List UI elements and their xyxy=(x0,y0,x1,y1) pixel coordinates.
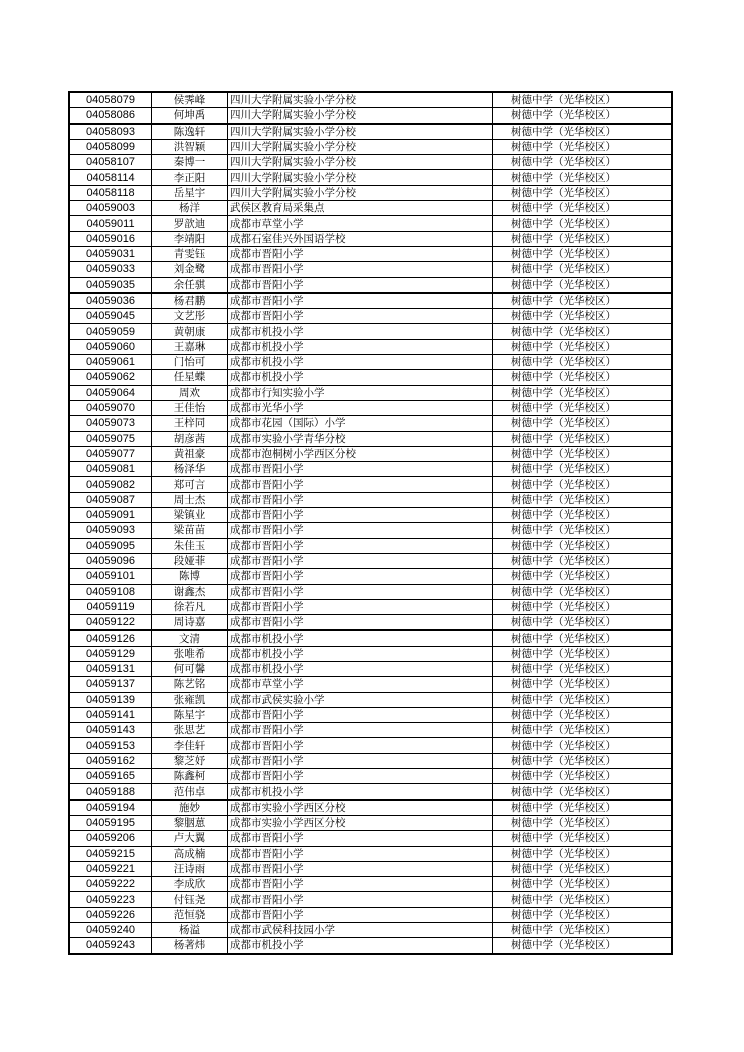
table-row xyxy=(69,815,672,830)
table-row xyxy=(69,293,672,309)
student-id-cell: 04059036 xyxy=(69,293,152,309)
admitted-school-cell: 树德中学（光华校区） xyxy=(493,523,673,538)
primary-school-cell: 成都市晋阳小学 xyxy=(228,907,493,922)
table-row xyxy=(69,108,672,124)
admitted-school-cell: 树德中学（光华校区） xyxy=(493,492,673,507)
student-id-cell: 04059003 xyxy=(69,201,152,216)
table-row xyxy=(69,692,672,707)
admitted-school-cell: 树德中学（光华校区） xyxy=(493,431,673,446)
admitted-school-cell: 树德中学（光华校区） xyxy=(493,800,673,816)
student-name-cell: 青雯钰 xyxy=(152,246,228,261)
student-name-cell: 文清 xyxy=(152,630,228,646)
admitted-school-cell: 树德中学（光华校区） xyxy=(493,508,673,523)
admitted-school-cell: 树德中学（光华校区） xyxy=(493,569,673,584)
primary-school-cell: 四川大学附属实验小学分校 xyxy=(228,92,493,108)
admitted-school-cell: 树德中学（光华校区） xyxy=(493,355,673,370)
student-name-cell: 高成楠 xyxy=(152,846,228,861)
admitted-school-cell: 树德中学（光华校区） xyxy=(493,400,673,415)
primary-school-cell: 成都市武侯科技园小学 xyxy=(228,923,493,938)
admitted-school-cell: 树德中学（光华校区） xyxy=(493,815,673,830)
table-row xyxy=(69,339,672,354)
admitted-school-cell: 树德中学（光华校区） xyxy=(493,615,673,631)
table-row xyxy=(69,892,672,907)
student-id-cell: 04059137 xyxy=(69,677,152,692)
admitted-school-cell: 树德中学（光华校区） xyxy=(493,877,673,892)
student-id-cell: 04059240 xyxy=(69,923,152,938)
primary-school-cell: 成都市晋阳小学 xyxy=(228,492,493,507)
primary-school-cell: 四川大学附属实验小学分校 xyxy=(228,185,493,200)
table-row xyxy=(69,707,672,722)
primary-school-cell: 成都市实验小学青华分校 xyxy=(228,431,493,446)
student-name-cell: 周诗嘉 xyxy=(152,615,228,631)
student-name-cell: 段娅菲 xyxy=(152,553,228,568)
primary-school-cell: 成都市晋阳小学 xyxy=(228,753,493,768)
student-name-cell: 梁苗苗 xyxy=(152,523,228,538)
table-row xyxy=(69,569,672,584)
student-id-cell: 04059070 xyxy=(69,400,152,415)
student-name-cell: 范恒骁 xyxy=(152,907,228,922)
table-row xyxy=(69,385,672,400)
admitted-school-cell: 树德中学（光华校区） xyxy=(493,553,673,568)
student-id-cell: 04058118 xyxy=(69,185,152,200)
table-row xyxy=(69,170,672,185)
student-id-cell: 04059087 xyxy=(69,492,152,507)
student-name-cell: 胡彦茜 xyxy=(152,431,228,446)
table-row xyxy=(69,262,672,277)
student-id-cell: 04059153 xyxy=(69,738,152,753)
table-row xyxy=(69,846,672,861)
primary-school-cell: 成都市晋阳小学 xyxy=(228,877,493,892)
admitted-school-cell: 树德中学（光华校区） xyxy=(493,753,673,768)
student-id-cell: 04059195 xyxy=(69,815,152,830)
table-row xyxy=(69,231,672,246)
admitted-school-cell: 树德中学（光华校区） xyxy=(493,707,673,722)
student-id-cell: 04059223 xyxy=(69,892,152,907)
student-id-cell: 04059108 xyxy=(69,584,152,599)
student-name-cell: 王嘉琳 xyxy=(152,339,228,354)
table-row xyxy=(69,923,672,938)
primary-school-cell: 成都市草堂小学 xyxy=(228,216,493,231)
student-id-cell: 04059215 xyxy=(69,846,152,861)
admitted-school-cell: 树德中学（光华校区） xyxy=(493,124,673,140)
student-id-cell: 04059162 xyxy=(69,753,152,768)
student-id-cell: 04058079 xyxy=(69,92,152,108)
table-row xyxy=(69,523,672,538)
admission-table xyxy=(68,91,673,955)
student-id-cell: 04058099 xyxy=(69,139,152,154)
admitted-school-cell: 树德中学（光华校区） xyxy=(493,155,673,170)
primary-school-cell: 成都市实验小学西区分校 xyxy=(228,815,493,830)
student-name-cell: 刘金鹭 xyxy=(152,262,228,277)
student-name-cell: 陈逸轩 xyxy=(152,124,228,140)
primary-school-cell: 成都市晋阳小学 xyxy=(228,738,493,753)
student-name-cell: 李正阳 xyxy=(152,170,228,185)
primary-school-cell: 成都市实验小学西区分校 xyxy=(228,800,493,816)
student-id-cell: 04058093 xyxy=(69,124,152,140)
student-name-cell: 付钰尧 xyxy=(152,892,228,907)
table-row xyxy=(69,738,672,753)
student-id-cell: 04059139 xyxy=(69,692,152,707)
table-row xyxy=(69,277,672,293)
admitted-school-cell: 树德中学（光华校区） xyxy=(493,446,673,461)
admitted-school-cell: 树德中学（光华校区） xyxy=(493,861,673,876)
admitted-school-cell: 树德中学（光华校区） xyxy=(493,92,673,108)
table-row xyxy=(69,646,672,661)
table-row xyxy=(69,246,672,261)
student-name-cell: 梁镇业 xyxy=(152,508,228,523)
table-row xyxy=(69,784,672,800)
student-name-cell: 王梓同 xyxy=(152,416,228,431)
student-name-cell: 黄祖豪 xyxy=(152,446,228,461)
admitted-school-cell: 树德中学（光华校区） xyxy=(493,738,673,753)
primary-school-cell: 成都市光华小学 xyxy=(228,400,493,415)
student-name-cell: 谢鑫杰 xyxy=(152,584,228,599)
admitted-school-cell: 树德中学（光华校区） xyxy=(493,231,673,246)
student-id-cell: 04059060 xyxy=(69,339,152,354)
student-id-cell: 04059059 xyxy=(69,324,152,339)
primary-school-cell: 四川大学附属实验小学分校 xyxy=(228,170,493,185)
primary-school-cell: 成都市晋阳小学 xyxy=(228,892,493,907)
student-name-cell: 陈星宇 xyxy=(152,707,228,722)
primary-school-cell: 成都市晋阳小学 xyxy=(228,262,493,277)
table-row xyxy=(69,584,672,599)
student-id-cell: 04059077 xyxy=(69,446,152,461)
student-id-cell: 04059188 xyxy=(69,784,152,800)
student-id-cell: 04059064 xyxy=(69,385,152,400)
student-name-cell: 张雍凯 xyxy=(152,692,228,707)
admitted-school-cell: 树德中学（光华校区） xyxy=(493,846,673,861)
student-name-cell: 任星蝶 xyxy=(152,370,228,385)
table-row xyxy=(69,355,672,370)
table-row xyxy=(69,769,672,784)
primary-school-cell: 成都市晋阳小学 xyxy=(228,769,493,784)
student-id-cell: 04059062 xyxy=(69,370,152,385)
table-row xyxy=(69,553,672,568)
student-id-cell: 04059206 xyxy=(69,831,152,846)
table-row xyxy=(69,861,672,876)
admitted-school-cell: 树德中学（光华校区） xyxy=(493,385,673,400)
student-name-cell: 杨著炜 xyxy=(152,938,228,954)
primary-school-cell: 成都市晋阳小学 xyxy=(228,846,493,861)
student-id-cell: 04059131 xyxy=(69,661,152,676)
admitted-school-cell: 树德中学（光华校区） xyxy=(493,584,673,599)
table-row xyxy=(69,139,672,154)
table-row xyxy=(69,723,672,738)
admitted-school-cell: 树德中学（光华校区） xyxy=(493,462,673,477)
table-row xyxy=(69,324,672,339)
student-name-cell: 何可馨 xyxy=(152,661,228,676)
student-name-cell: 王佳怡 xyxy=(152,400,228,415)
primary-school-cell: 成都市机投小学 xyxy=(228,646,493,661)
table-row xyxy=(69,201,672,216)
admitted-school-cell: 树德中学（光华校区） xyxy=(493,907,673,922)
admitted-school-cell: 树德中学（光华校区） xyxy=(493,262,673,277)
table-row xyxy=(69,831,672,846)
student-id-cell: 04059073 xyxy=(69,416,152,431)
primary-school-cell: 成都市晋阳小学 xyxy=(228,477,493,492)
primary-school-cell: 四川大学附属实验小学分校 xyxy=(228,139,493,154)
primary-school-cell: 成都市草堂小学 xyxy=(228,677,493,692)
student-name-cell: 周欢 xyxy=(152,385,228,400)
admitted-school-cell: 树德中学（光华校区） xyxy=(493,661,673,676)
student-name-cell: 张唯希 xyxy=(152,646,228,661)
table-row xyxy=(69,877,672,892)
student-id-cell: 04059082 xyxy=(69,477,152,492)
table-row xyxy=(69,492,672,507)
primary-school-cell: 成都市晋阳小学 xyxy=(228,599,493,614)
admitted-school-cell: 树德中学（光华校区） xyxy=(493,185,673,200)
student-name-cell: 汪诗雨 xyxy=(152,861,228,876)
admitted-school-cell: 树德中学（光华校区） xyxy=(493,646,673,661)
admitted-school-cell: 树德中学（光华校区） xyxy=(493,784,673,800)
primary-school-cell: 成都市晋阳小学 xyxy=(228,293,493,309)
admitted-school-cell: 树德中学（光华校区） xyxy=(493,246,673,261)
student-name-cell: 秦博一 xyxy=(152,155,228,170)
student-name-cell: 门怡可 xyxy=(152,355,228,370)
table-row xyxy=(69,615,672,631)
table-row xyxy=(69,124,672,140)
primary-school-cell: 成都市机投小学 xyxy=(228,339,493,354)
student-id-cell: 04059101 xyxy=(69,569,152,584)
student-id-cell: 04059119 xyxy=(69,599,152,614)
admitted-school-cell: 树德中学（光华校区） xyxy=(493,477,673,492)
student-id-cell: 04059122 xyxy=(69,615,152,631)
student-name-cell: 陈鑫柯 xyxy=(152,769,228,784)
student-name-cell: 洪智颖 xyxy=(152,139,228,154)
primary-school-cell: 成都市花园（国际）小学 xyxy=(228,416,493,431)
student-id-cell: 04059045 xyxy=(69,309,152,324)
primary-school-cell: 成都市晋阳小学 xyxy=(228,723,493,738)
primary-school-cell: 成都市晋阳小学 xyxy=(228,831,493,846)
primary-school-cell: 武侯区教育局采集点 xyxy=(228,201,493,216)
primary-school-cell: 四川大学附属实验小学分校 xyxy=(228,124,493,140)
table-row xyxy=(69,599,672,614)
student-id-cell: 04059226 xyxy=(69,907,152,922)
student-name-cell: 罗歆迪 xyxy=(152,216,228,231)
admission-table-body xyxy=(69,92,672,954)
student-id-cell: 04059141 xyxy=(69,707,152,722)
student-id-cell: 04059095 xyxy=(69,538,152,553)
primary-school-cell: 成都市机投小学 xyxy=(228,355,493,370)
admitted-school-cell: 树德中学（光华校区） xyxy=(493,938,673,954)
student-name-cell: 黄朝康 xyxy=(152,324,228,339)
primary-school-cell: 成都市晋阳小学 xyxy=(228,462,493,477)
admitted-school-cell: 树德中学（光华校区） xyxy=(493,599,673,614)
table-row xyxy=(69,630,672,646)
student-id-cell: 04059075 xyxy=(69,431,152,446)
student-name-cell: 余任骐 xyxy=(152,277,228,293)
primary-school-cell: 成都市机投小学 xyxy=(228,784,493,800)
student-name-cell: 周士杰 xyxy=(152,492,228,507)
primary-school-cell: 成都市晋阳小学 xyxy=(228,277,493,293)
student-name-cell: 徐若凡 xyxy=(152,599,228,614)
student-name-cell: 黎胭葸 xyxy=(152,815,228,830)
admitted-school-cell: 树德中学（光华校区） xyxy=(493,630,673,646)
student-id-cell: 04059165 xyxy=(69,769,152,784)
table-row xyxy=(69,907,672,922)
student-name-cell: 岳星宇 xyxy=(152,185,228,200)
admitted-school-cell: 树德中学（光华校区） xyxy=(493,309,673,324)
table-row xyxy=(69,661,672,676)
student-id-cell: 04059081 xyxy=(69,462,152,477)
student-id-cell: 04059143 xyxy=(69,723,152,738)
table-row xyxy=(69,185,672,200)
table-row xyxy=(69,538,672,553)
admitted-school-cell: 树德中学（光华校区） xyxy=(493,677,673,692)
student-name-cell: 侯霁峰 xyxy=(152,92,228,108)
student-id-cell: 04059033 xyxy=(69,262,152,277)
table-row xyxy=(69,462,672,477)
admitted-school-cell: 树德中学（光华校区） xyxy=(493,892,673,907)
primary-school-cell: 成都石室佳兴外国语学校 xyxy=(228,231,493,246)
student-name-cell: 文艺彤 xyxy=(152,309,228,324)
student-name-cell: 黎芝妤 xyxy=(152,753,228,768)
student-id-cell: 04059093 xyxy=(69,523,152,538)
primary-school-cell: 四川大学附属实验小学分校 xyxy=(228,108,493,124)
student-name-cell: 杨君鹏 xyxy=(152,293,228,309)
admitted-school-cell: 树德中学（光华校区） xyxy=(493,831,673,846)
table-row xyxy=(69,370,672,385)
primary-school-cell: 成都市武侯实验小学 xyxy=(228,692,493,707)
student-id-cell: 04059035 xyxy=(69,277,152,293)
admitted-school-cell: 树德中学（光华校区） xyxy=(493,339,673,354)
student-id-cell: 04058086 xyxy=(69,108,152,124)
student-id-cell: 04059016 xyxy=(69,231,152,246)
student-id-cell: 04059126 xyxy=(69,630,152,646)
student-name-cell: 陈博 xyxy=(152,569,228,584)
admitted-school-cell: 树德中学（光华校区） xyxy=(493,416,673,431)
table-row xyxy=(69,216,672,231)
table-row xyxy=(69,477,672,492)
student-id-cell: 04059243 xyxy=(69,938,152,954)
student-id-cell: 04058114 xyxy=(69,170,152,185)
admitted-school-cell: 树德中学（光华校区） xyxy=(493,108,673,124)
student-id-cell: 04059031 xyxy=(69,246,152,261)
table-row xyxy=(69,431,672,446)
table-row xyxy=(69,416,672,431)
student-name-cell: 范伟卓 xyxy=(152,784,228,800)
table-row xyxy=(69,677,672,692)
table-row xyxy=(69,800,672,816)
admitted-school-cell: 树德中学（光华校区） xyxy=(493,923,673,938)
primary-school-cell: 成都市行知实验小学 xyxy=(228,385,493,400)
student-name-cell: 李佳轩 xyxy=(152,738,228,753)
primary-school-cell: 成都市机投小学 xyxy=(228,630,493,646)
admitted-school-cell: 树德中学（光华校区） xyxy=(493,216,673,231)
student-name-cell: 何坤禹 xyxy=(152,108,228,124)
admitted-school-cell: 树德中学（光华校区） xyxy=(493,293,673,309)
primary-school-cell: 成都市晋阳小学 xyxy=(228,861,493,876)
student-name-cell: 杨溢 xyxy=(152,923,228,938)
admitted-school-cell: 树德中学（光华校区） xyxy=(493,139,673,154)
table-row xyxy=(69,400,672,415)
primary-school-cell: 成都市机投小学 xyxy=(228,324,493,339)
student-id-cell: 04059091 xyxy=(69,508,152,523)
student-id-cell: 04059129 xyxy=(69,646,152,661)
table-row xyxy=(69,155,672,170)
admitted-school-cell: 树德中学（光华校区） xyxy=(493,538,673,553)
student-name-cell: 李成欣 xyxy=(152,877,228,892)
primary-school-cell: 四川大学附属实验小学分校 xyxy=(228,155,493,170)
student-id-cell: 04059096 xyxy=(69,553,152,568)
admitted-school-cell: 树德中学（光华校区） xyxy=(493,277,673,293)
admitted-school-cell: 树德中学（光华校区） xyxy=(493,324,673,339)
admitted-school-cell: 树德中学（光华校区） xyxy=(493,201,673,216)
primary-school-cell: 成都市晋阳小学 xyxy=(228,309,493,324)
table-row xyxy=(69,508,672,523)
student-name-cell: 施妙 xyxy=(152,800,228,816)
student-name-cell: 杨泽华 xyxy=(152,462,228,477)
student-id-cell: 04059061 xyxy=(69,355,152,370)
admitted-school-cell: 树德中学（光华校区） xyxy=(493,723,673,738)
table-row xyxy=(69,446,672,461)
admitted-school-cell: 树德中学（光华校区） xyxy=(493,692,673,707)
primary-school-cell: 成都市机投小学 xyxy=(228,661,493,676)
primary-school-cell: 成都市晋阳小学 xyxy=(228,508,493,523)
table-row xyxy=(69,753,672,768)
primary-school-cell: 成都市晋阳小学 xyxy=(228,707,493,722)
primary-school-cell: 成都市晋阳小学 xyxy=(228,538,493,553)
student-id-cell: 04058107 xyxy=(69,155,152,170)
primary-school-cell: 成都市机投小学 xyxy=(228,938,493,954)
student-id-cell: 04059221 xyxy=(69,861,152,876)
student-name-cell: 杨洋 xyxy=(152,201,228,216)
primary-school-cell: 成都市晋阳小学 xyxy=(228,246,493,261)
primary-school-cell: 成都市晋阳小学 xyxy=(228,523,493,538)
table-row xyxy=(69,309,672,324)
admitted-school-cell: 树德中学（光华校区） xyxy=(493,370,673,385)
primary-school-cell: 成都市晋阳小学 xyxy=(228,584,493,599)
student-name-cell: 李靖阳 xyxy=(152,231,228,246)
student-name-cell: 郑可言 xyxy=(152,477,228,492)
student-name-cell: 陈艺铭 xyxy=(152,677,228,692)
admitted-school-cell: 树德中学（光华校区） xyxy=(493,769,673,784)
student-name-cell: 张思艺 xyxy=(152,723,228,738)
primary-school-cell: 成都市晋阳小学 xyxy=(228,553,493,568)
primary-school-cell: 成都市泡桐树小学西区分校 xyxy=(228,446,493,461)
student-name-cell: 朱佳玉 xyxy=(152,538,228,553)
admitted-school-cell: 树德中学（光华校区） xyxy=(493,170,673,185)
student-id-cell: 04059222 xyxy=(69,877,152,892)
primary-school-cell: 成都市晋阳小学 xyxy=(228,569,493,584)
table-row xyxy=(69,938,672,954)
student-name-cell: 卢大翼 xyxy=(152,831,228,846)
primary-school-cell: 成都市晋阳小学 xyxy=(228,615,493,631)
student-id-cell: 04059194 xyxy=(69,800,152,816)
primary-school-cell: 成都市机投小学 xyxy=(228,370,493,385)
table-row xyxy=(69,92,672,108)
student-id-cell: 04059011 xyxy=(69,216,152,231)
